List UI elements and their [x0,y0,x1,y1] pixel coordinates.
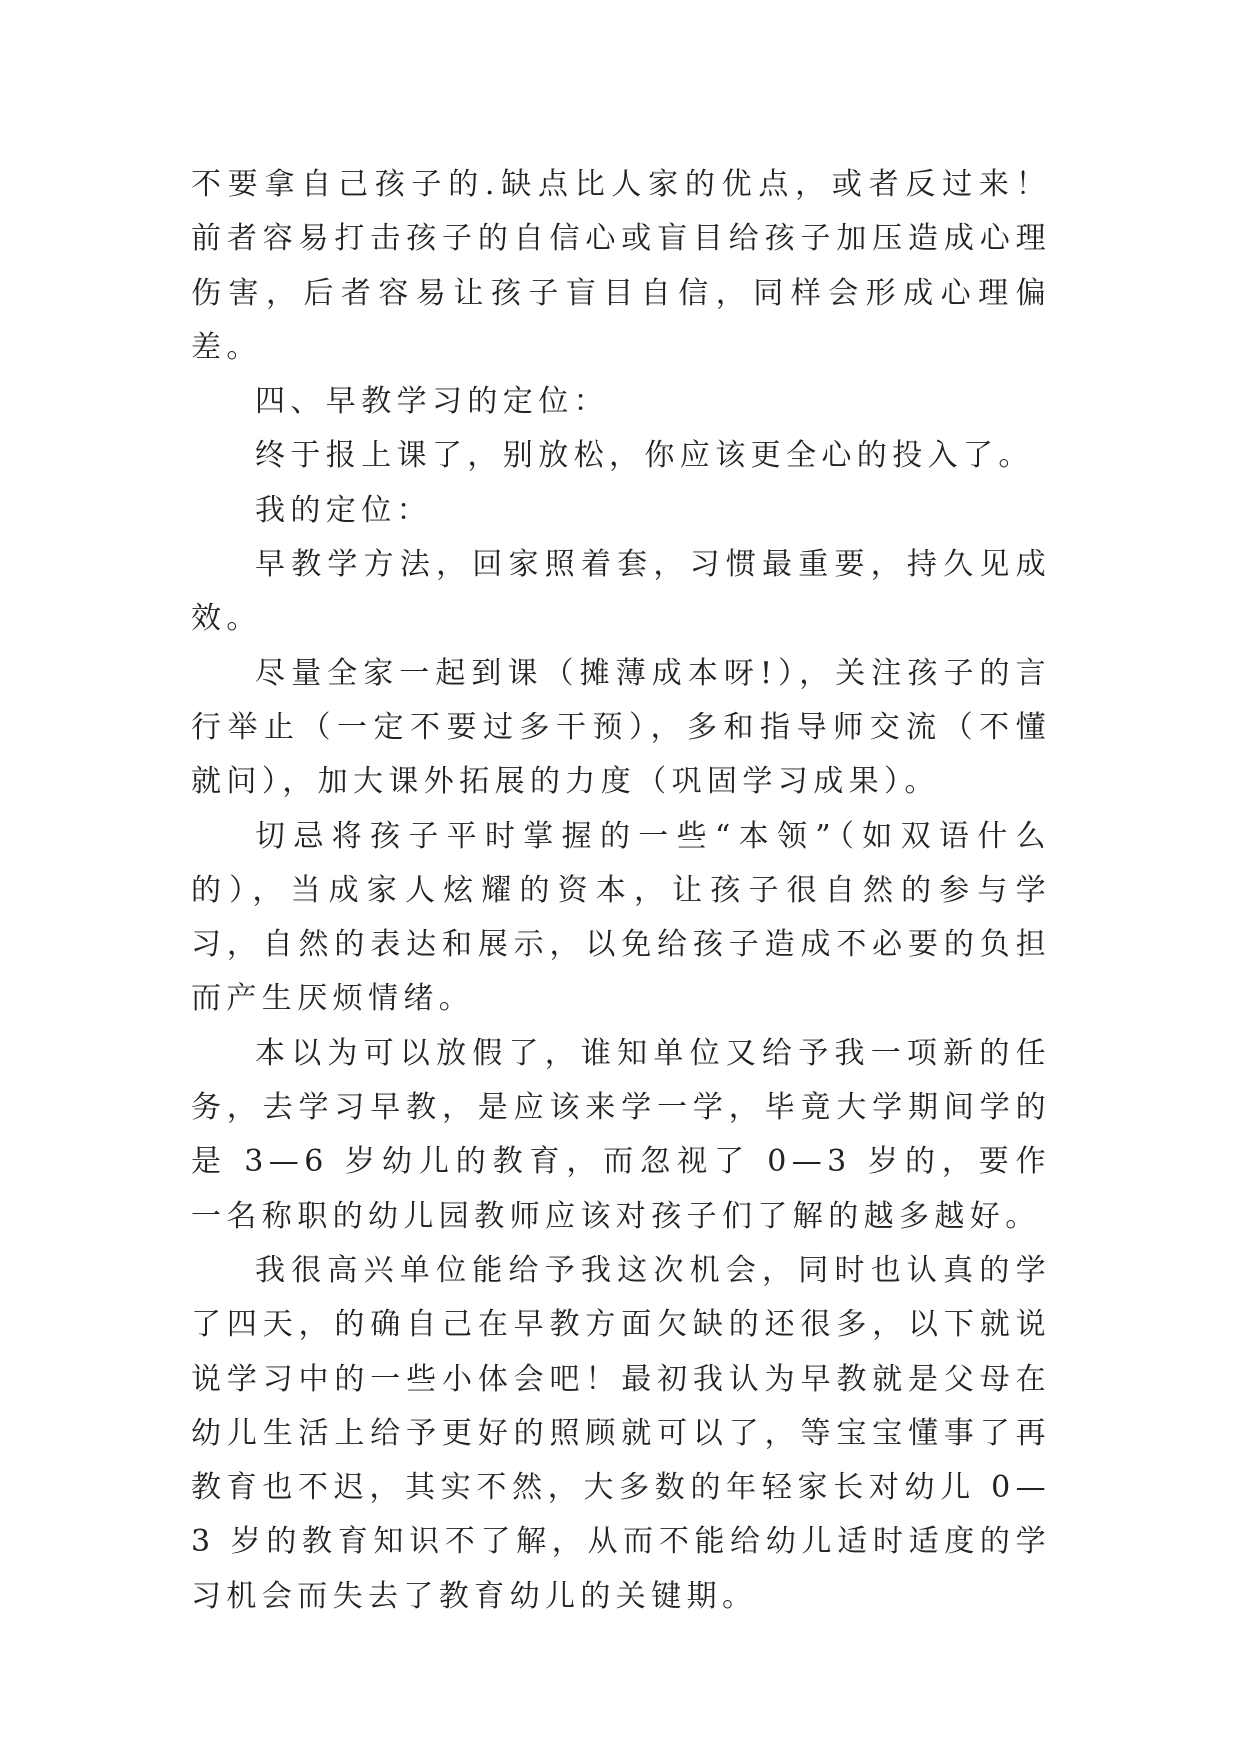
paragraph: 终于报上课了，别放松，你应该更全心的投入了。 [255,438,1034,474]
document-body [191,158,1051,1624]
paragraph: 早教学方法，回家照着套，习惯最重要，持久见成效。 [191,547,1051,637]
paragraph: 切忌将孩子平时掌握的一些“本领”（如双语什么的），当成家人炫耀的资本，让孩子很自然的参与学习，自然的表达和展示，以免给孩子造成不必要的负担而产生厌烦情绪。 [191,818,1051,1017]
paragraph: 本以为可以放假了，谁知单位又给予我一项新的任务，去学习早教，是应该来学一学，毕竟大学期间学的是 3—6 岁幼儿的教育，而忽视了 0—3 岁的，要作一名称职的幼儿园教师应该对孩子们了解的越多越好。 [191,1035,1051,1234]
subheading: 我的定位： [255,492,432,528]
paragraph: 尽量全家一起到课（摊薄成本呀!），关注孩子的言行举止（一定不要过多干预），多和指导师交流（不懂就问），加大课外拓展的力度（巩固学习成果）。 [191,655,1051,800]
paragraph: 不要拿自己孩子的.缺点比人家的优点，或者反过来！前者容易打击孩子的自信心或盲目给孩子加压造成心理伤害，后者容易让孩子盲目自信，同样会形成心理偏差。 [191,167,1051,365]
section-heading: 四、早教学习的定位： [255,384,609,420]
paragraph: 我很高兴单位能给予我这次机会，同时也认真的学了四天，的确自己在早教方面欠缺的还很多，以下就说说学习中的一些小体会吧！最初我认为早教就是父母在幼儿生活上给予更好的照顾就可以了，等宝宝懂事了再教育也不迟，其实不然，大多数的年轻家长对幼儿 0—3 岁的教育知识不了解，从而不能给幼儿适时适度的学习机会而失去了教育幼儿的关键期。 [191,1252,1051,1614]
